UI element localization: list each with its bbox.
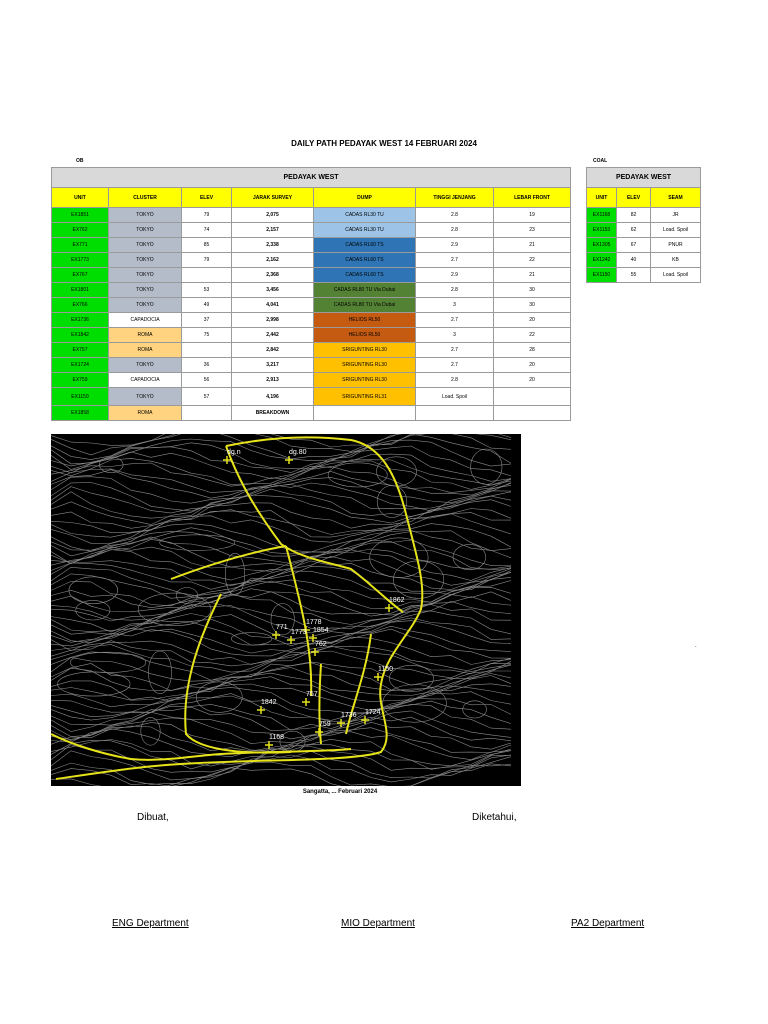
table-row [52,343,571,358]
ob-cell-unit: EX771 [52,238,109,253]
contour-line [51,684,511,711]
table-row [52,406,571,421]
unit-markers [223,449,405,749]
ob-cell-elev [182,268,232,283]
known-by-label: Diketahui, [472,812,517,823]
ob-col-header: UNIT [52,188,109,208]
ob-cell-cluster: TOKYO [109,388,182,406]
table-row [52,328,571,343]
marker-cross-icon [257,706,265,714]
ob-cell-lebar [494,388,571,406]
contour-line [51,692,511,721]
ob-section-title: PEDAYAK WEST [52,168,571,188]
marker-label: 1862 [389,597,405,604]
ob-cell-jarak: 3,217 [232,358,314,373]
contour-ring [231,633,272,645]
contour-ring [389,665,433,691]
coal-cell-unit: EX1153 [587,223,617,238]
ob-cell-jarak: 2,157 [232,223,314,238]
ob-cell-dump: HELIOS RL50 [314,328,416,343]
contour-ring [453,544,486,569]
coal-col-header: UNIT [587,188,617,208]
contour-line [51,561,511,590]
table-row [52,238,571,253]
ob-cell-jarak: 2,913 [232,373,314,388]
marker-cross-icon [272,631,280,639]
contour-line [51,484,511,513]
table-row [52,313,571,328]
ob-cell-dump: SRIGUNTING RL31 [314,388,416,406]
ob-cell-elev: 75 [182,328,232,343]
ob-cell-tinggi: 2.8 [416,373,494,388]
ob-cell-jarak: 2,842 [232,343,314,358]
ob-cell-elev: 36 [182,358,232,373]
ob-cell-lebar: 30 [494,283,571,298]
ob-cell-tinggi: 3 [416,328,494,343]
unit-marker [272,624,288,639]
contour-ring [141,717,160,745]
coal-header-row [587,188,701,208]
ob-header-row [52,188,571,208]
ob-cell-jarak: 2,368 [232,268,314,283]
ob-cell-elev: 49 [182,298,232,313]
ob-cell-lebar: 22 [494,328,571,343]
marker-label: 762 [315,641,327,648]
ob-cell-jarak: 3,456 [232,283,314,298]
ob-col-header: ELEV [182,188,232,208]
ob-cell-dump: HELIOS RL50 [314,313,416,328]
marker-cross-icon [302,698,310,706]
contour-line [51,461,511,490]
ob-cell-tinggi: 2.7 [416,313,494,328]
contour-ring [70,652,146,672]
contour-line [51,509,511,535]
table-row [587,223,701,238]
marker-cross-icon [337,719,345,727]
ob-cell-dump: CADAS RL80 TU Via Dubai [314,298,416,313]
ob-label: OB [76,158,84,164]
contour-line [51,495,511,525]
contour-line [51,594,511,625]
contour-ring [148,651,171,694]
ob-cell-tinggi [416,406,494,421]
ob-cell-tinggi: 2.7 [416,253,494,268]
table-row [587,268,701,283]
ob-cell-dump: SRIGUNTING RL30 [314,358,416,373]
ob-cell-jarak: BREAKDOWN [232,406,314,421]
table-row [52,208,571,223]
ob-cell-lebar: 20 [494,373,571,388]
ob-cell-unit: EX759 [52,373,109,388]
ob-cell-dump: SRIGUNTING RL30 [314,343,416,358]
marker-label: 1854 [313,627,329,634]
unit-marker [285,449,307,464]
contour-line [51,673,511,701]
contour-ring [69,577,118,604]
ob-cell-elev: 53 [182,283,232,298]
table-row [52,268,571,283]
ob-cell-cluster: ROMA [109,328,182,343]
contour-line [51,500,511,529]
ob-cell-jarak: 4,196 [232,388,314,406]
ob-col-header: DUMP [314,188,416,208]
marker-label: 1778 [306,619,322,626]
ob-cell-lebar [494,406,571,421]
ob-cell-elev: 79 [182,253,232,268]
ob-col-header: CLUSTER [109,188,182,208]
ob-cell-unit: EX762 [52,223,109,238]
contour-line [51,696,511,722]
ob-cell-cluster: ROMA [109,343,182,358]
coal-cell-elev: 62 [617,223,651,238]
ob-cell-tinggi: 2.7 [416,343,494,358]
ob-cell-elev [182,343,232,358]
contour-line [51,452,511,481]
ob-cell-dump: CADAS RL60 TS [314,238,416,253]
marker-label: 1736 [341,712,357,719]
ob-cell-cluster: TOKYO [109,253,182,268]
ob-cell-unit: EX1773 [52,253,109,268]
ob-cell-dump: CADAS RL60 TS [314,253,416,268]
coal-cell-unit: EX1305 [587,238,617,253]
coal-cell-unit: EX1150 [587,268,617,283]
ob-cell-dump: SRIGUNTING RL30 [314,373,416,388]
ob-table-body [52,208,571,421]
ob-cell-lebar: 30 [494,298,571,313]
ob-cell-unit: EX1842 [52,328,109,343]
ob-cell-dump [314,406,416,421]
table-row [52,223,571,238]
ob-cell-unit: EX1150 [52,388,109,406]
ob-cell-unit: EX1858 [52,406,109,421]
unit-marker [361,709,381,724]
contour-map [51,434,521,786]
ob-cell-jarak: 2,075 [232,208,314,223]
ob-cell-lebar: 21 [494,238,571,253]
coal-label: COAL [593,158,608,164]
ob-cell-tinggi: 3 [416,298,494,313]
ob-cell-elev: 37 [182,313,232,328]
ob-cell-elev: 56 [182,373,232,388]
marker-label: 1773 [291,629,307,636]
contour-line [51,637,511,665]
stray-mark: . [695,643,697,649]
ob-cell-cluster: TOKYO [109,283,182,298]
ob-cell-tinggi: Load. Spoil [416,388,494,406]
coal-col-header: ELEV [617,188,651,208]
ob-cell-dump: CADAS RL30 TU [314,223,416,238]
contour-line [51,658,511,686]
table-row [587,253,701,268]
marker-label: 757 [306,691,318,698]
ob-cell-cluster: CAPADOCIA [109,373,182,388]
contour-line [51,477,511,504]
ob-col-header: JARAK SURVEY [232,188,314,208]
ob-cell-cluster: TOKYO [109,223,182,238]
coal-cell-unit: EX1168 [587,208,617,223]
coal-cell-elev: 55 [617,268,651,283]
ob-col-header: LEBAR FRONT [494,188,571,208]
coal-section-title: PEDAYAK WEST [587,168,701,188]
ob-cell-cluster: TOKYO [109,268,182,283]
marker-label: 759 [319,721,331,728]
ob-cell-jarak: 4,041 [232,298,314,313]
caption: Sangatta, ... Februari 2024 [302,789,378,795]
coal-cell-elev: 67 [617,238,651,253]
ob-cell-lebar: 28 [494,343,571,358]
coal-cell-seam: JR [651,208,701,223]
table-row [52,283,571,298]
coal-cell-unit: EX1242 [587,253,617,268]
ob-cell-elev: 79 [182,208,232,223]
contour-ring [99,457,123,473]
ob-cell-lebar: 20 [494,313,571,328]
ob-col-header: TINGGI JENJANG [416,188,494,208]
ob-cell-unit: EX1736 [52,313,109,328]
ob-cell-jarak: 2,162 [232,253,314,268]
contour-line [51,751,511,780]
ob-cell-lebar: 22 [494,253,571,268]
marker-label: 1724 [365,709,381,716]
coal-cell-seam: KB [651,253,701,268]
ob-cell-cluster: CAPADOCIA [109,313,182,328]
marker-label: dg.80 [289,449,307,456]
ob-cell-dump: CADAS RL80 TU Via Dubai [314,283,416,298]
ob-cell-tinggi: 2.9 [416,238,494,253]
contour-ring [463,701,487,718]
marker-label: dg.n [227,449,241,456]
table-row [52,298,571,313]
ob-cell-unit: EX757 [52,343,109,358]
ob-cell-elev [182,406,232,421]
eng-department: ENG Department [112,918,189,929]
ob-cell-lebar: 21 [494,268,571,283]
table-row [587,238,701,253]
coal-cell-elev: 82 [617,208,651,223]
table-row [52,388,571,406]
made-by-label: Dibuat, [137,812,169,823]
ob-cell-unit: EX767 [52,268,109,283]
ob-cell-cluster: TOKYO [109,358,182,373]
ob-cell-lebar: 19 [494,208,571,223]
ob-cell-dump: CADAS RL30 TU [314,208,416,223]
marker-cross-icon [385,604,393,612]
ob-cell-cluster: TOKYO [109,298,182,313]
table-row [52,253,571,268]
ob-cell-cluster: ROMA [109,406,182,421]
contour-ring [58,672,131,696]
mio-department: MIO Department [341,918,415,929]
contour-line [51,550,511,581]
contour-line [51,618,511,646]
table-row [52,373,571,388]
ob-cell-tinggi: 2.8 [416,283,494,298]
ob-cell-unit: EX766 [52,298,109,313]
coal-table [586,167,701,283]
table-row [52,358,571,373]
ob-cell-unit: EX1851 [52,208,109,223]
pa2-department: PA2 Department [571,918,645,929]
ob-cell-cluster: TOKYO [109,238,182,253]
ob-cell-tinggi: 2.9 [416,268,494,283]
coal-cell-seam: Load. Spoil [651,268,701,283]
ob-cell-cluster: TOKYO [109,208,182,223]
ob-cell-jarak: 2,998 [232,313,314,328]
contour-line [51,571,511,598]
page-title: DAILY PATH PEDAYAK WEST 14 FEBRUARI 2024 [291,139,477,148]
ob-cell-tinggi: 2.8 [416,223,494,238]
ob-cell-dump: CADAS RL60 TS [314,268,416,283]
ob-cell-jarak: 2,442 [232,328,314,343]
contour-ring [471,449,502,484]
unit-marker [302,691,318,706]
ob-cell-unit: EX1801 [52,283,109,298]
coal-cell-elev: 40 [617,253,651,268]
ob-cell-jarak: 2,338 [232,238,314,253]
ob-cell-lebar: 20 [494,358,571,373]
ob-cell-lebar: 23 [494,223,571,238]
ob-cell-unit: EX1724 [52,358,109,373]
coal-col-header: SEAM [651,188,701,208]
ob-cell-tinggi: 2.7 [416,358,494,373]
marker-label: 1150 [378,666,394,673]
contour-ring [328,463,387,487]
ob-cell-elev: 85 [182,238,232,253]
table-row [587,208,701,223]
marker-cross-icon [287,636,295,644]
marker-cross-icon [374,673,382,681]
ob-cell-elev: 74 [182,223,232,238]
ob-cell-elev: 57 [182,388,232,406]
coal-cell-seam: PNUR [651,238,701,253]
ob-cell-tinggi: 2.8 [416,208,494,223]
ob-table [51,167,571,421]
marker-label: 1842 [261,699,277,706]
coal-table-body [587,208,701,283]
marker-label: 771 [276,624,288,631]
coal-cell-seam: Load. Spoil [651,223,701,238]
marker-label: 1168 [269,734,285,741]
